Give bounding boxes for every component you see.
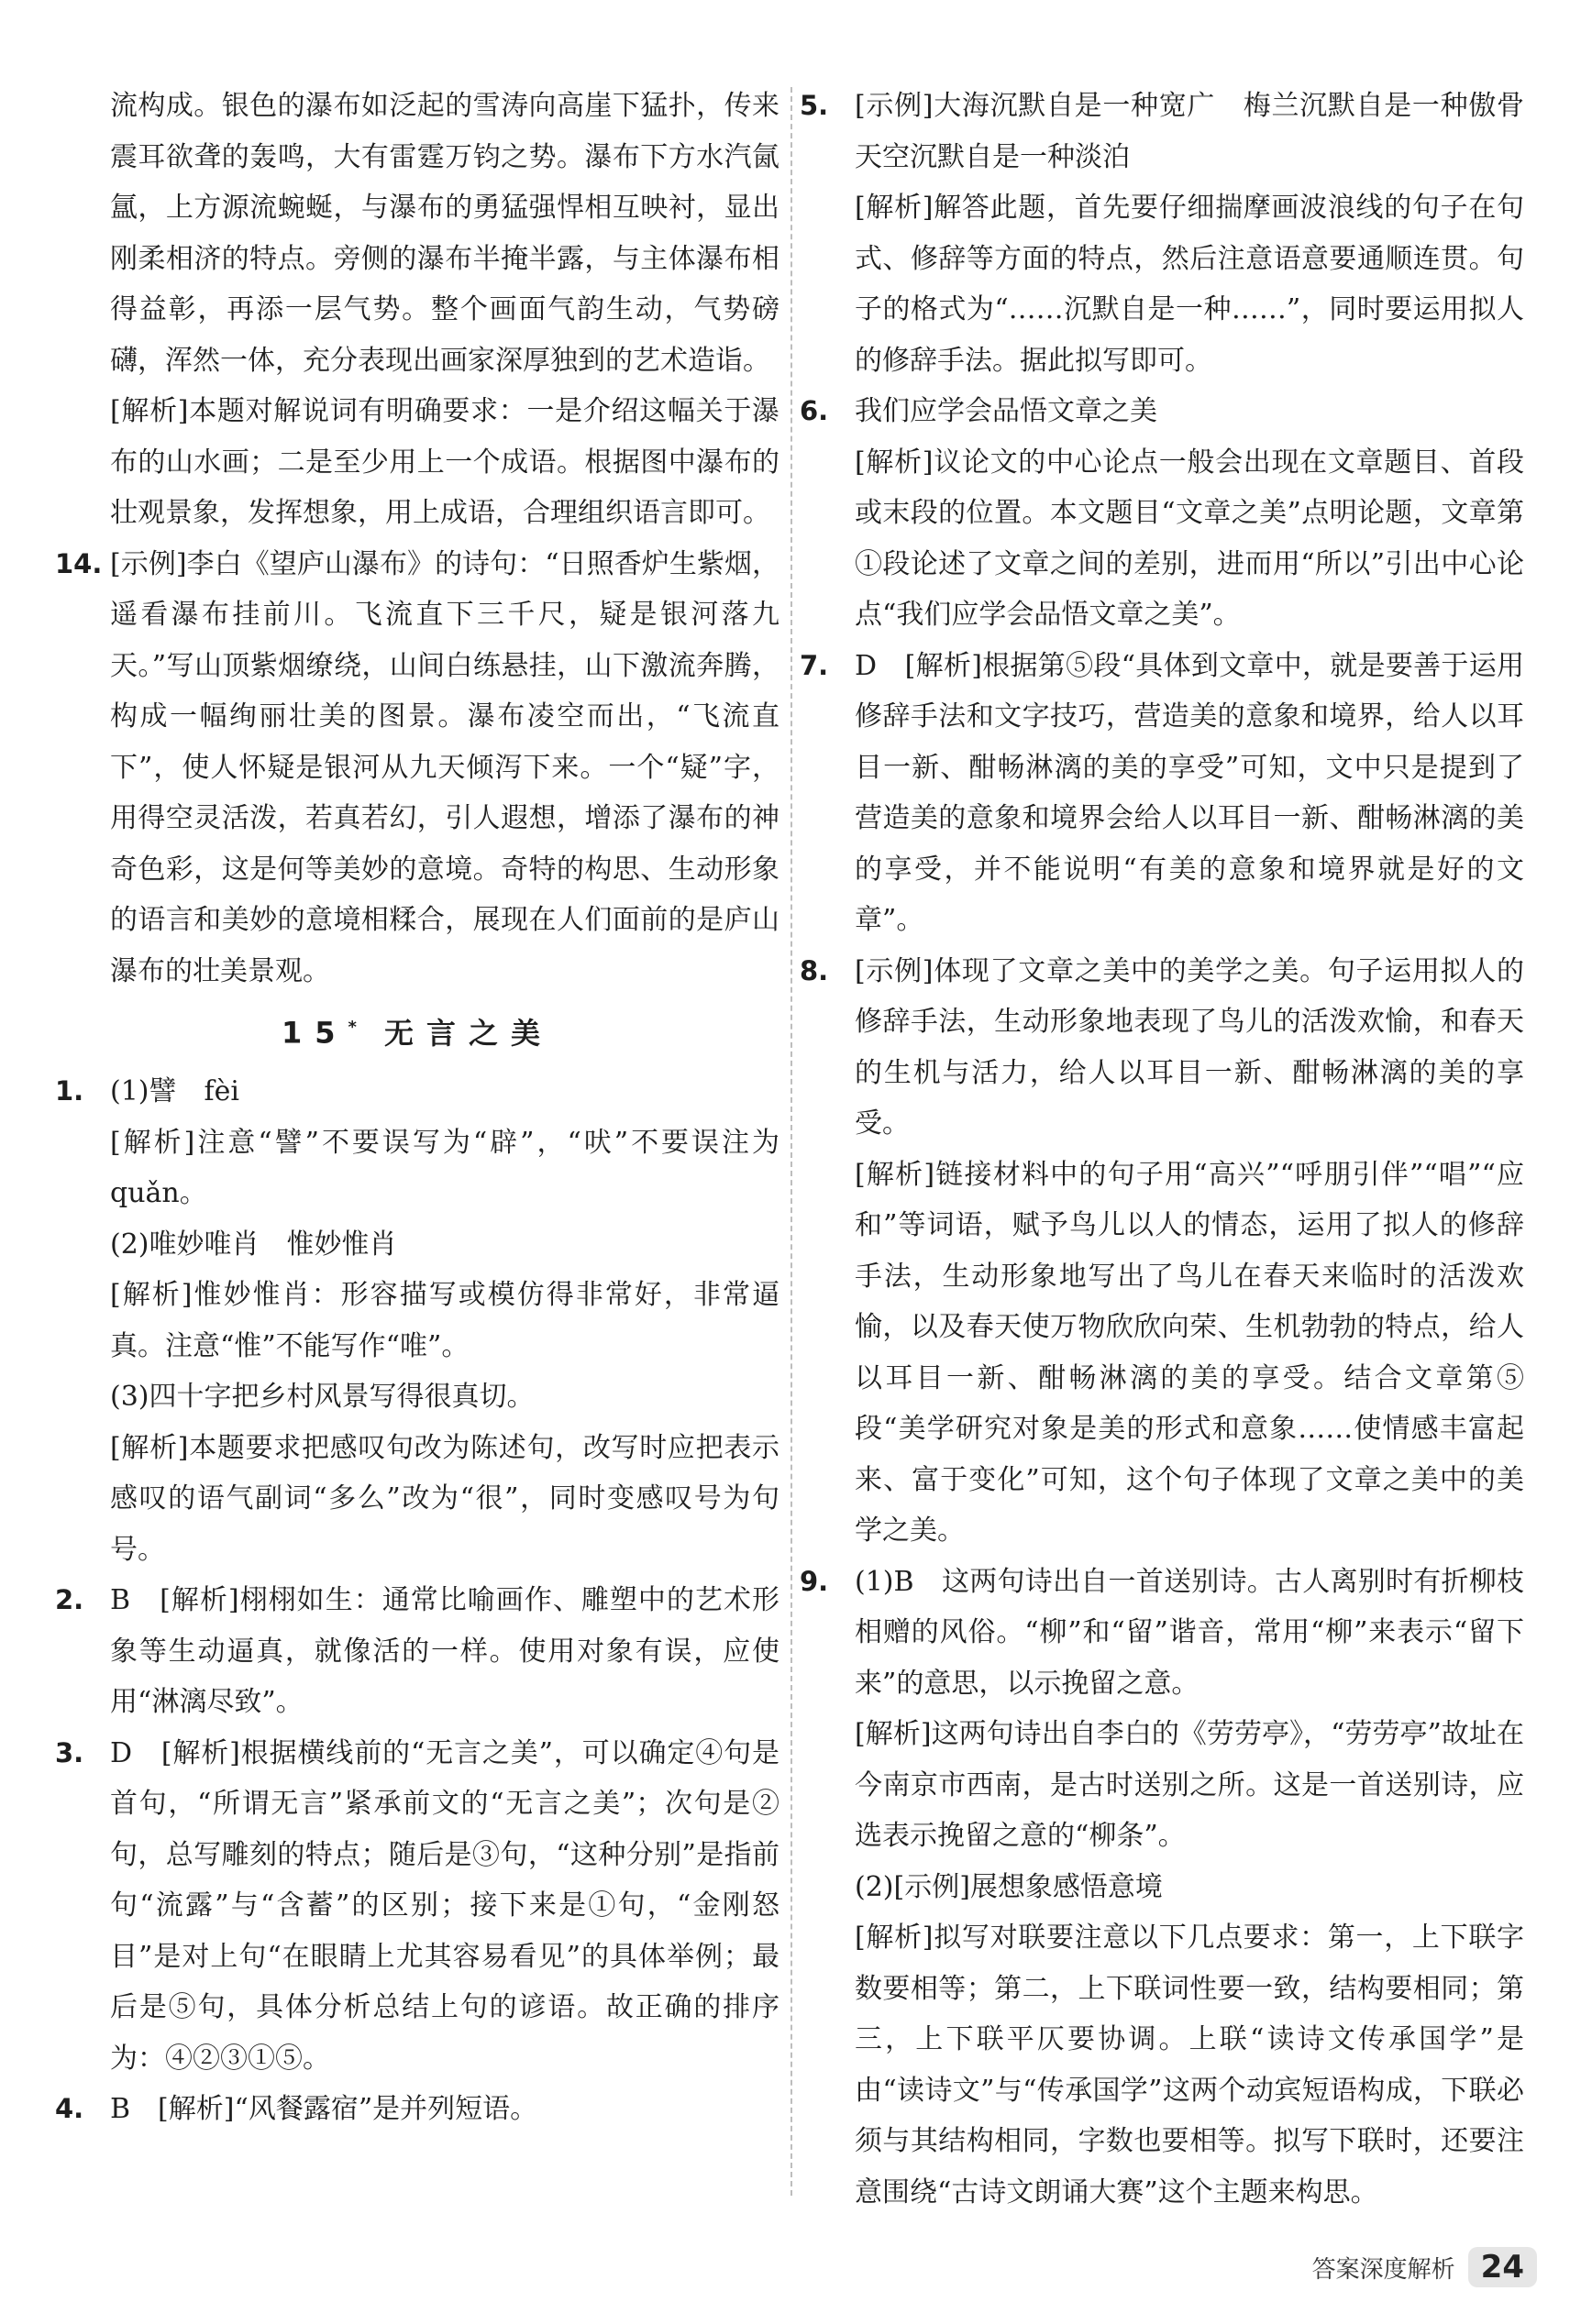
answer-choice: B [110, 2093, 159, 2126]
footer-label: 答案深度解析 [1311, 2255, 1455, 2284]
right-column [800, 81, 1553, 2218]
answer-tag: 解析 [865, 1718, 921, 1750]
answer-tag: 解析 [915, 649, 972, 682]
paragraph-text: 本题要求把感叹句改为陈述句，改写时应把表示感叹的语气副词“多么”改为“很”，同时变感叹号为句号。 [110, 1431, 780, 1566]
question-item: 4. B [解析]“风餐露宿”是并列短语。 [55, 2084, 779, 2135]
question-number: 6. [800, 395, 829, 426]
question-item: 3. D [解析]根据横线前的“无言之美”，可以确定④句是首句，“所谓无言”紧承前文的“无言之美”；次句是②句，总写雕刻的特点；随后是③句，“这种分别”是指前句“流露”与“含蓄”的区别；接下来是①句，“金刚怒目”是对上句“在眼睛上尤其容易看见”的具体举例；最后是⑤句，具体分析总结上句的谚语。故正确的排序为：④②③①⑤。 [55, 1728, 779, 2085]
answer-paragraph [55, 1219, 779, 1271]
answer-tag: 解析 [865, 446, 923, 479]
question-number: 14. [55, 547, 103, 579]
answer-choice: D [855, 649, 905, 682]
left-column [55, 81, 779, 2135]
answer-paragraph: [解析]解答此题，首先要仔细揣摩画波浪线的句子在句式、修辞等方面的特点，然后注意语意要通顺连贯。句子的格式为“……沉默自是一种……”，同时要运用拟人的修辞手法。据此拟写即可。 [855, 192, 1525, 377]
answer-paragraph [55, 1371, 779, 1423]
question-item: 14. [示例]李白《望庐山瀑布》的诗句：“日照香炉生紫烟，遥看瀑布挂前川。飞流直下三千尺，疑是银河落九天。”写山顶紫烟缭绕，山间白练悬挂，山下激流奔腾，构成一幅绚丽壮美的图景。瀑布凌空而出，“飞流直下”，使人怀疑是银河从九天倾泻下来。一个“疑”字，用得空灵活泼，若真若幻，引人遐想，增添了瀑布的神奇色彩，这是何等美妙的意境。奇特的构思、生动形象的语言和美妙的意境相糅合，展现在人们面前的是庐山瀑布的壮美景观。 [55, 539, 779, 997]
page-number: 24 [1468, 2247, 1537, 2287]
answer-tag: 示例 [865, 954, 923, 987]
question-item [800, 386, 1524, 437]
column-divider [790, 87, 792, 2196]
answer-paragraph: [解析]议论文的中心论点一般会出现在文章题目、首段或末段的位置。本文题目“文章之美”点明论题，文章第①段论述了文章之间的差别，进而用“所以”引出中心论点“我们应学会品悟文章之美”。 [855, 446, 1525, 631]
paragraph-text: 根据横线前的“无言之美”，可以确定④句是首句，“所谓无言”紧承前文的“无言之美”；次句是②句，总写雕刻的特点；随后是③句，“这种分别”是指前句“流露”与“含蓄”的区别；接下来是①句，“金刚怒目”是对上句“在眼睛上尤其容易看见”的具体举例；最后是⑤句，具体分析总结上句的谚语。故正确的排序为：④②③①⑤。 [110, 1736, 779, 2075]
section-number: 15 [282, 1015, 348, 1051]
question-number: 3. [55, 1736, 84, 1768]
paragraph-text: 我们应学会品悟文章之美 [855, 395, 1157, 427]
question-number: 2. [55, 1584, 84, 1616]
question-item [800, 1557, 1524, 1710]
paragraph-text: (1)B 这两句诗出自一首送别诗。古人离别时有折柳枝相赠的风俗。“柳”和“留”谐音，常用“柳”来表示“留下来”的意思，以示挽留之意。 [855, 1565, 1524, 1700]
section-title [55, 1002, 779, 1059]
question-item: 7. D [解析]根据第⑤段“具体到文章中，就是要善于运用修辞手法和文字技巧，营造美的意象和境界，给人以耳目一新、酣畅淋漓的美的享受”可知，文中只是提到了营造美的意象和境界会给人以耳目一新、酣畅淋漓的美的享受，并不能说明“有美的意象和境界就是好的文章”。 [800, 641, 1524, 946]
answer-choice: B [110, 1584, 160, 1617]
paragraph-text: “风餐露宿”是并列短语。 [234, 2093, 538, 2126]
question-item: 8. [示例]体现了文章之美中的美学之美。句子运用拟人的修辞手法，生动形象地表现了鸟儿的活泼欢愉，和春天的生机与活力，给人以耳目一新、酣畅淋漓的美的享受。 [800, 946, 1524, 1150]
answer-tag: 示例 [904, 1870, 960, 1903]
paragraph-text: 根据第⑤段“具体到文章中，就是要善于运用修辞手法和文字技巧，营造美的意象和境界，给人以耳目一新、酣畅淋漓的美的享受”可知，文中只是提到了营造美的意象和境界会给人以耳目一新、酣畅淋漓的美的享受，并不能说明“有美的意象和境界就是好的文章”。 [855, 649, 1524, 936]
answer-tag: 解析 [170, 1584, 228, 1617]
answer-tag: 解析 [120, 1279, 182, 1312]
answer-paragraph: (2)[示例]展想象感悟意境 [855, 1870, 1163, 1903]
paragraph-text: 议论文的中心论点一般会出现在文章题目、首段或末段的位置。本文题目“文章之美”点明论题，文章第①段论述了文章之间的差别，进而用“所以”引出中心论点“我们应学会品悟文章之美”。 [855, 446, 1525, 631]
answer-tag: 解析 [171, 1736, 230, 1769]
paragraph-text: 这两句诗出自李白的《劳劳亭》，“劳劳亭”故址在今南京市西南，是古时送别之所。这是一首送别诗，应选表示挽留之意的“柳条”。 [855, 1718, 1524, 1852]
question-number: 5. [800, 90, 829, 121]
answer-paragraph: [解析]拟写对联要注意以下几点要求：第一，上下联字数要相等；第二，上下联词性要一致，结构要相同；第三，上下联平仄要协调。上联“读诗文传承国学”是由“读诗文”与“传承国学”这两个动宾短语构成，下联必须与其结构相同，字数也要相等。拟写下联时，还要注意围绕“古诗文朗诵大赛”这个主题来构思。 [855, 1922, 1525, 2208]
paragraph-text: 体现了文章之美中的美学之美。句子运用拟人的修辞手法，生动形象地表现了鸟儿的活泼欢愉，和春天的生机与活力，给人以耳目一新、酣畅淋漓的美的享受。 [855, 954, 1525, 1140]
question-item: 5. [示例]大海沉默自是一种宽广 梅兰沉默自是一种傲骨 天空沉默自是一种淡泊 [800, 81, 1524, 182]
answer-paragraph [55, 81, 779, 386]
paragraph-text: 注意“譬”不要误写为“辟”，“吠”不要误注为 quǎn。 [110, 1126, 779, 1210]
answer-choice: D [110, 1736, 161, 1769]
answer-tag: 解析 [865, 1158, 924, 1191]
answer-paragraph: [解析]这两句诗出自李白的《劳劳亭》，“劳劳亭”故址在今南京市西南，是古时送别之所。这是一首送别诗，应选表示挽留之意的“柳条”。 [855, 1718, 1524, 1852]
answer-paragraph: [解析]注意“譬”不要误写为“辟”，“吠”不要误注为 quǎn。 [110, 1126, 779, 1210]
question-number: 1. [55, 1075, 84, 1107]
paragraph-text: 拟写对联要注意以下几点要求：第一，上下联字数要相等；第二，上下联词性要一致，结构要相同；第三，上下联平仄要协调。上联“读诗文传承国学”是由“读诗文”与“传承国学”这两个动宾短语构成，下联必须与其结构相同，字数也要相等。拟写下联时，还要注意围绕“古诗文朗诵大赛”这个主题来构思。 [855, 1922, 1525, 2208]
paragraph-text: 栩栩如生：通常比喻画作、雕塑中的艺术形象等生动逼真，就像活的一样。使用对象有误，应使用“淋漓尽致”。 [110, 1584, 780, 1719]
paragraph-text: (3)四十字把乡村风景写得很真切。 [110, 1381, 535, 1414]
question-number: 8. [800, 954, 829, 986]
paragraph-text: 本题对解说词有明确要求：一是介绍这幅关于瀑布的山水画；二是至少用上一个成语。根据图中瀑布的壮观景象，发挥想象，用上成语，合理组织语言即可。 [110, 395, 780, 529]
answer-tag: 解析 [865, 1922, 923, 1954]
question-item [55, 1066, 779, 1118]
question-number: 7. [800, 649, 829, 681]
answer-choice: (2) [855, 1870, 894, 1903]
answer-tag: 示例 [865, 90, 923, 122]
paragraph-text: 流构成。银色的瀑布如泛起的雪涛向高崖下猛扑，传来震耳欲聋的轰鸣，大有雷霆万钧之势。瀑布下方水汽氤氲，上方源流蜿蜒，与瀑布的勇猛强悍相互映衬，显出刚柔相济的特点。旁侧的瀑布半掩半露，与主体瀑布相得益彰，再添一层气势。整个画面气韵生动，气势磅礴，浑然一体，充分表现出画家深厚独到的艺术造诣。 [110, 90, 779, 377]
answer-paragraph: [解析]链接材料中的句子用“高兴”“呼朋引伴”“唱”“应和”等词语，赋予鸟儿以人的情态，运用了拟人的修辞手法，生动形象地写出了鸟儿在春天来临时的活泼欢愉，以及春天使万物欣欣向荣、生机勃勃的特点，给人以耳目一新、酣畅淋漓的美的享受。结合文章第⑤段“美学研究对象是美的形式和意象……使情感丰富起来、富于变化”可知，这个句子体现了文章之美中的美学之美。 [855, 1158, 1525, 1547]
answer-paragraph: [解析]本题对解说词有明确要求：一是介绍这幅关于瀑布的山水画；二是至少用上一个成语。根据图中瀑布的壮观景象，发挥想象，用上成语，合理组织语言即可。 [110, 395, 780, 529]
answer-tag: 解析 [120, 1431, 178, 1464]
paragraph-text: (2)唯妙唯肖 惟妙惟肖 [110, 1228, 397, 1261]
paragraph-text: 解答此题，首先要仔细揣摩画波浪线的句子在句式、修辞等方面的特点，然后注意语意要通顺连贯。句子的格式为“……沉默自是一种……”，同时要运用拟人的修辞手法。据此拟写即可。 [855, 192, 1525, 377]
paragraph-text: 展想象感悟意境 [969, 1870, 1163, 1903]
paragraph-text: 链接材料中的句子用“高兴”“呼朋引伴”“唱”“应和”等词语，赋予鸟儿以人的情态，运用了拟人的修辞手法，生动形象地写出了鸟儿在春天来临时的活泼欢愉，以及春天使万物欣欣向荣、生机勃勃的特点，给人以耳目一新、酣畅淋漓的美的享受。结合文章第⑤段“美学研究对象是美的形式和意象……使情感丰富起来、富于变化”可知，这个句子体现了文章之美中的美学之美。 [855, 1158, 1525, 1547]
paragraph-text: 惟妙惟肖：形容描写或模仿得非常好，非常逼真。注意“惟”不能写作“唯”。 [110, 1279, 780, 1362]
question-item: 2. B [解析]栩栩如生：通常比喻画作、雕塑中的艺术形象等生动逼真，就像活的一样。使用对象有误，应使用“淋漓尽致”。 [55, 1575, 779, 1728]
section-mark: * [348, 1018, 357, 1037]
answer-tag: 解析 [120, 1126, 184, 1159]
paragraph-text: (1)譬 fèi [110, 1075, 239, 1108]
answer-tag: 示例 [120, 547, 176, 580]
answer-paragraph: [解析]惟妙惟肖：形容描写或模仿得非常好，非常逼真。注意“惟”不能写作“唯”。 [110, 1279, 780, 1362]
section-heading-text: 无言之美 [383, 1015, 553, 1051]
paragraph-text: 大海沉默自是一种宽广 梅兰沉默自是一种傲骨 天空沉默自是一种淡泊 [855, 90, 1553, 173]
answer-paragraph: [解析]本题要求把感叹句改为陈述句，改写时应把表示感叹的语气副词“多么”改为“很”，同时变感叹号为句号。 [110, 1431, 780, 1566]
answer-tag: 解析 [865, 192, 923, 224]
answer-tag: 解析 [168, 2093, 224, 2126]
question-number: 9. [800, 1565, 829, 1597]
answer-tag: 解析 [120, 395, 178, 427]
page-footer [1312, 2247, 1537, 2287]
question-number: 4. [55, 2093, 84, 2125]
paragraph-text: 李白《望庐山瀑布》的诗句：“日照香炉生紫烟，遥看瀑布挂前川。飞流直下三千尺，疑是银河落九天。”写山顶紫烟缭绕，山间白练悬挂，山下激流奔腾，构成一幅绚丽壮美的图景。瀑布凌空而出，“飞流直下”，使人怀疑是银河从九天倾泻下来。一个“疑”字，用得空灵活泼，若真若幻，引人遐想，增添了瀑布的神奇色彩，这是何等美妙的意境。奇特的构思、生动形象的语言和美妙的意境相糅合，展现在人们面前的是庐山瀑布的壮美景观。 [110, 547, 780, 987]
